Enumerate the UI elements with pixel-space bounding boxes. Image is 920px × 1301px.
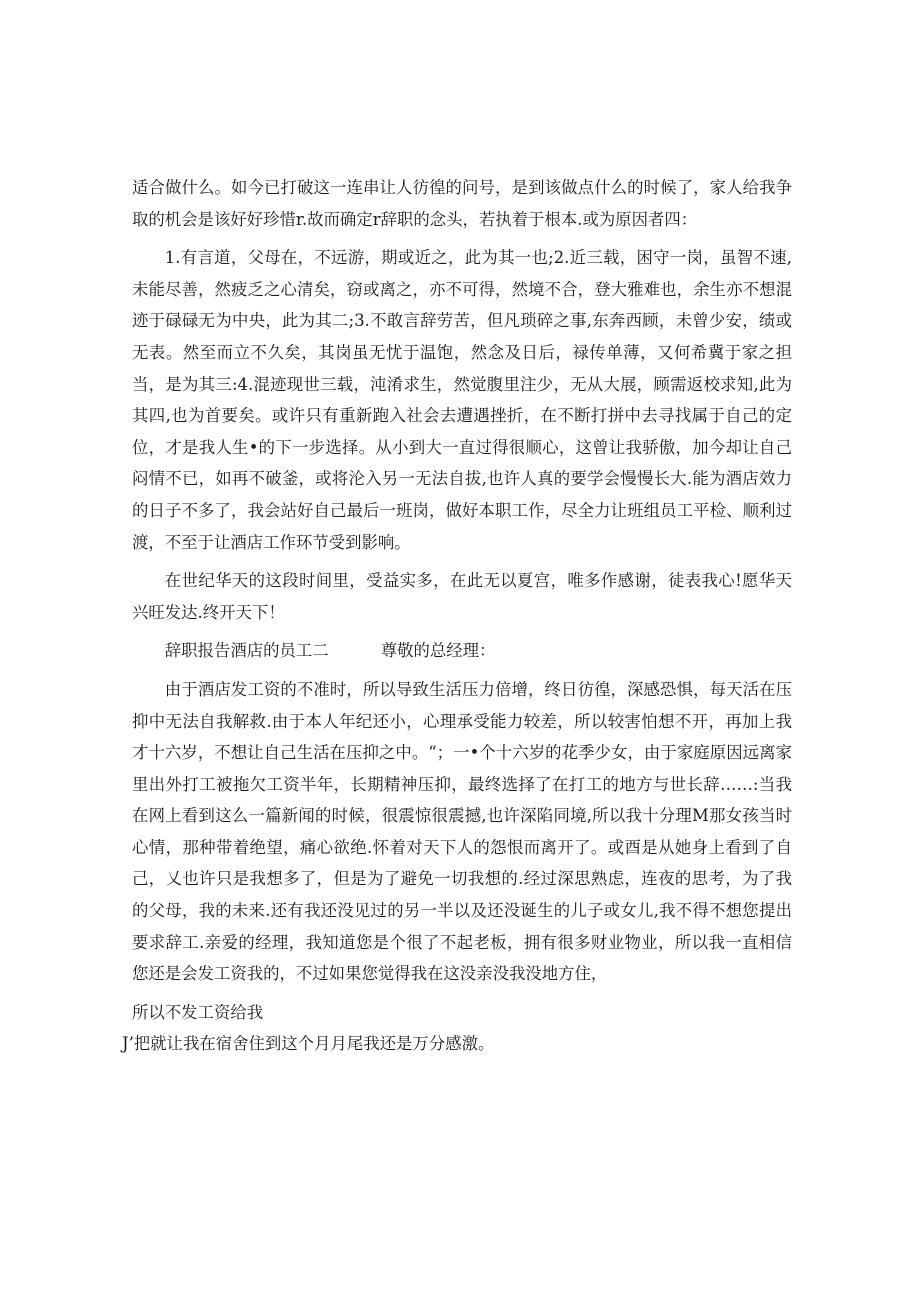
tail-line-2: J’把就让我在宿舍住到这个月月尾我还是万分感激。 bbox=[122, 1034, 495, 1054]
paragraph-letter-body: 由于酒店发工资的不准时，所以导致生活压力倍增，终日彷徨，深感恐惧，每天活在压抑中无法自我解救.由于本人年纪还小，心理承受能力较差，所以较害怕想不开，再加上我才十六岁，不想让自己生活在压抑之中。“；一•个十六岁的花季少女，由于家庭原因远离家里出外打工被拖欠工资半年，长期精神压抑，最终选择了在打工的地方与世长辞……:当我在网上看到这么一篇新闻的时候，很震惊很震撼,也许深陷同境,所以我十分理M那女孩当时心情，那种带着绝望，痛心欲绝.怀着对天下人的怨恨而离开了。或酉是从她身上看到了自己，乂也许只是我想多了，但是为了避免一切我想的.经过深思熟虑，连夜的思考，为了我的父母，我的未来.还有我还没见过的另一半以及还没诞生的儿子或女儿,我不得不想您提出要求辞工.亲爱的经理，我知道您是个很了不起老板，拥有很多财业物业，所以我一直相信您还是会发工资我的，不过如果您觉得我在这没亲没我没地方住， bbox=[132, 679, 792, 984]
salutation: 尊敬的总经理： bbox=[380, 641, 496, 661]
document-body bbox=[122, 172, 792, 1060]
paragraph-thanks: 在世纪华天的这段时间里，受益实多，在此无以夏宫，唯多作感谢，徒表我心!愿华天兴旺发达.终开天下！ bbox=[132, 571, 792, 622]
section-title: 辞职报告酒店的员工二 bbox=[164, 641, 329, 661]
tail-line-1: 所以不发工资给我 bbox=[132, 1002, 264, 1022]
paragraph-intro: 适合做什么。如今已打破这一连串让人彷徨的问号，是到该做点什么的时候了，家人给我争取的机会是该好好珍惜r.故而确定r辞职的念头，若执着于根本.或为原因者四： bbox=[132, 178, 792, 229]
paragraph-reasons: 1.有言道，父母在，不远游，期或近之，此为其一也;2.近三载，困守一岗，虽智不速,未能尽善，然疲乏之心清矣，窃或离之，亦不可得，然境不合，登大雅难也，余生亦不想混迹于碌碌无为中央，此为其二;3.不敢言辞劳苦，但凡琐碎之事,东奔西顾，未曾少安，绩或无表。然至而立不久矣，其岗虽无忧于温饱，然念及日后，禄传单薄，又何希冀于家之担当，是为其三:4.混迹现世三载，沌淆求生，然觉腹里注少，无从大展，顾需返校求知,此为其四,也为首要矣。或许只有重新跑入社会去遭遇挫折，在不断打拼中去寻找属于自己的定位，才是我人生•的下一步选择。从小到大一直过得很顺心，这曾让我骄傲，加今却让自己闷情不已，如再不破釜，或将沦入另一无法自拔,也许人真的要学会慢慢长大.能为酒店效力的日子不多了，我会站好自己最后一班岗，做好本职工作，尽全力让班组员工平检、顺利过渡，不至于让酒店工作环节受到影响。 bbox=[132, 248, 792, 552]
section-heading bbox=[132, 635, 792, 667]
